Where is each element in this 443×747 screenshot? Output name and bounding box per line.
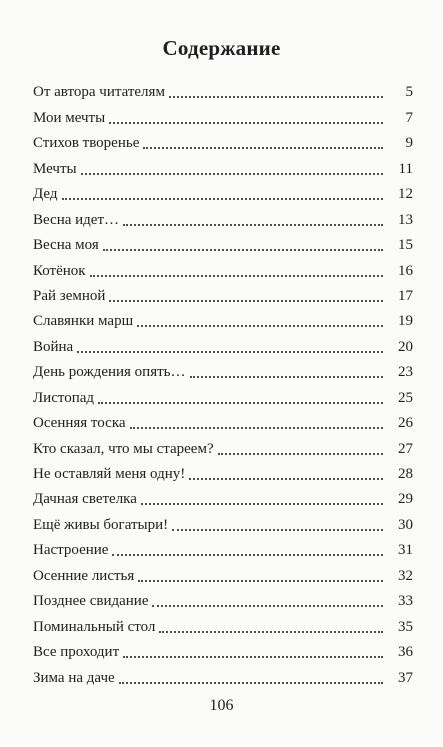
toc-entry <box>33 334 413 359</box>
dot-leader <box>109 121 383 124</box>
toc-entry-page: 11 <box>398 160 413 177</box>
toc-entry-title: Не оставляй меня одну! <box>33 462 189 487</box>
toc-entry <box>33 385 413 410</box>
toc-entry-title: Мои мечты <box>33 106 109 131</box>
toc-entry-title: Весна идет… <box>33 208 123 233</box>
toc-entry-page: 13 <box>398 211 413 228</box>
toc-entry-title: Весна моя <box>33 233 103 258</box>
dot-leader <box>152 604 383 607</box>
toc-entry-page: 32 <box>398 567 413 584</box>
toc-entry-page: 27 <box>398 440 413 457</box>
toc-entry-title: Настроение <box>33 538 112 563</box>
dot-leader <box>62 197 383 200</box>
dot-leader <box>77 350 383 353</box>
toc-entry-title: Славянки марш <box>33 309 137 334</box>
toc-entry-page: 12 <box>398 186 413 203</box>
toc-entry-page: 26 <box>398 415 413 432</box>
dot-leader <box>123 655 383 658</box>
dot-leader <box>130 426 383 429</box>
toc-entry <box>33 309 413 334</box>
toc-entry-title: Зима на даче <box>33 666 119 691</box>
dot-leader <box>143 146 383 149</box>
dot-leader <box>141 502 383 505</box>
toc-entry <box>33 589 413 614</box>
toc-entry <box>33 665 413 690</box>
toc-entry-page: 15 <box>398 237 413 254</box>
toc-entry <box>33 487 413 512</box>
toc-entry-title: Все проходит <box>33 640 123 665</box>
toc-entry-page: 9 <box>405 135 413 152</box>
toc-entry <box>33 360 413 385</box>
toc-entry-title: Позднее свидание <box>33 589 152 614</box>
toc-entry-page: 23 <box>398 364 413 381</box>
dot-leader <box>169 95 383 98</box>
dot-leader <box>90 274 383 277</box>
toc-entry <box>33 182 413 207</box>
dot-leader <box>138 579 383 582</box>
toc-entry <box>33 258 413 283</box>
toc-entry-title: Дед <box>33 182 62 207</box>
toc-entry <box>33 563 413 588</box>
toc-entry <box>33 80 413 105</box>
toc-entry-page: 30 <box>398 516 413 533</box>
toc-entry-page: 35 <box>398 618 413 635</box>
toc-entry-page: 28 <box>398 466 413 482</box>
toc-entry-page: 31 <box>398 542 413 559</box>
toc-entry-title: Рай земной <box>33 284 109 309</box>
toc-entry-page: 33 <box>398 593 413 610</box>
toc-entry <box>33 614 413 639</box>
toc-entry <box>33 462 413 487</box>
toc-entry-title: Ещё живы богатыри! <box>33 513 172 538</box>
toc-entry-page: 25 <box>398 389 413 406</box>
table-of-contents <box>33 80 413 691</box>
dot-leader <box>189 477 383 480</box>
toc-entry-title: Листопад <box>33 386 98 411</box>
dot-leader <box>123 223 383 226</box>
dot-leader <box>137 324 383 327</box>
toc-entry-title: Стихов творенье <box>33 131 143 156</box>
contents-heading: Содержание <box>162 36 281 60</box>
toc-entry <box>33 105 413 130</box>
toc-entry-page: 16 <box>398 262 413 279</box>
toc-entry <box>33 538 413 563</box>
dot-leader <box>103 248 383 251</box>
toc-entry <box>33 156 413 181</box>
toc-entry-page: 19 <box>398 313 413 330</box>
toc-entry <box>33 640 413 665</box>
page-number: 106 <box>209 697 234 714</box>
toc-entry <box>33 512 413 537</box>
toc-entry-title: Поминальный стол <box>33 615 159 640</box>
toc-entry-title: Осенняя тоска <box>33 411 130 436</box>
toc-entry <box>33 207 413 232</box>
toc-entry-title: День рождения опять… <box>33 360 190 385</box>
toc-entry-page: 5 <box>405 84 413 101</box>
dot-leader <box>109 299 383 302</box>
toc-entry <box>33 436 413 461</box>
toc-entry-page: 17 <box>398 287 413 304</box>
toc-entry-page: 29 <box>398 491 413 508</box>
toc-entry-title: Дачная светелка <box>33 487 141 512</box>
toc-entry <box>33 131 413 156</box>
toc-entry <box>33 411 413 436</box>
toc-entry <box>33 233 413 258</box>
toc-entry-title: Война <box>33 335 77 360</box>
toc-entry-title: Мечты <box>33 157 81 182</box>
toc-entry-title: Кто сказал, что мы стареем? <box>33 437 218 462</box>
dot-leader <box>112 553 383 556</box>
dot-leader <box>159 630 383 633</box>
dot-leader <box>172 528 383 531</box>
dot-leader <box>81 172 383 175</box>
dot-leader <box>218 452 383 455</box>
dot-leader <box>190 375 384 378</box>
dot-leader <box>98 401 383 404</box>
toc-entry <box>33 284 413 309</box>
toc-entry-page: 20 <box>398 338 413 355</box>
toc-entry-title: Котёнок <box>33 259 90 284</box>
toc-entry-page: 36 <box>398 644 413 661</box>
dot-leader <box>119 681 383 684</box>
toc-entry-title: Осенние листья <box>33 564 138 589</box>
toc-entry-title: От автора читателям <box>33 80 169 105</box>
toc-entry-page: 37 <box>398 669 413 686</box>
toc-entry-page: 7 <box>405 109 413 126</box>
